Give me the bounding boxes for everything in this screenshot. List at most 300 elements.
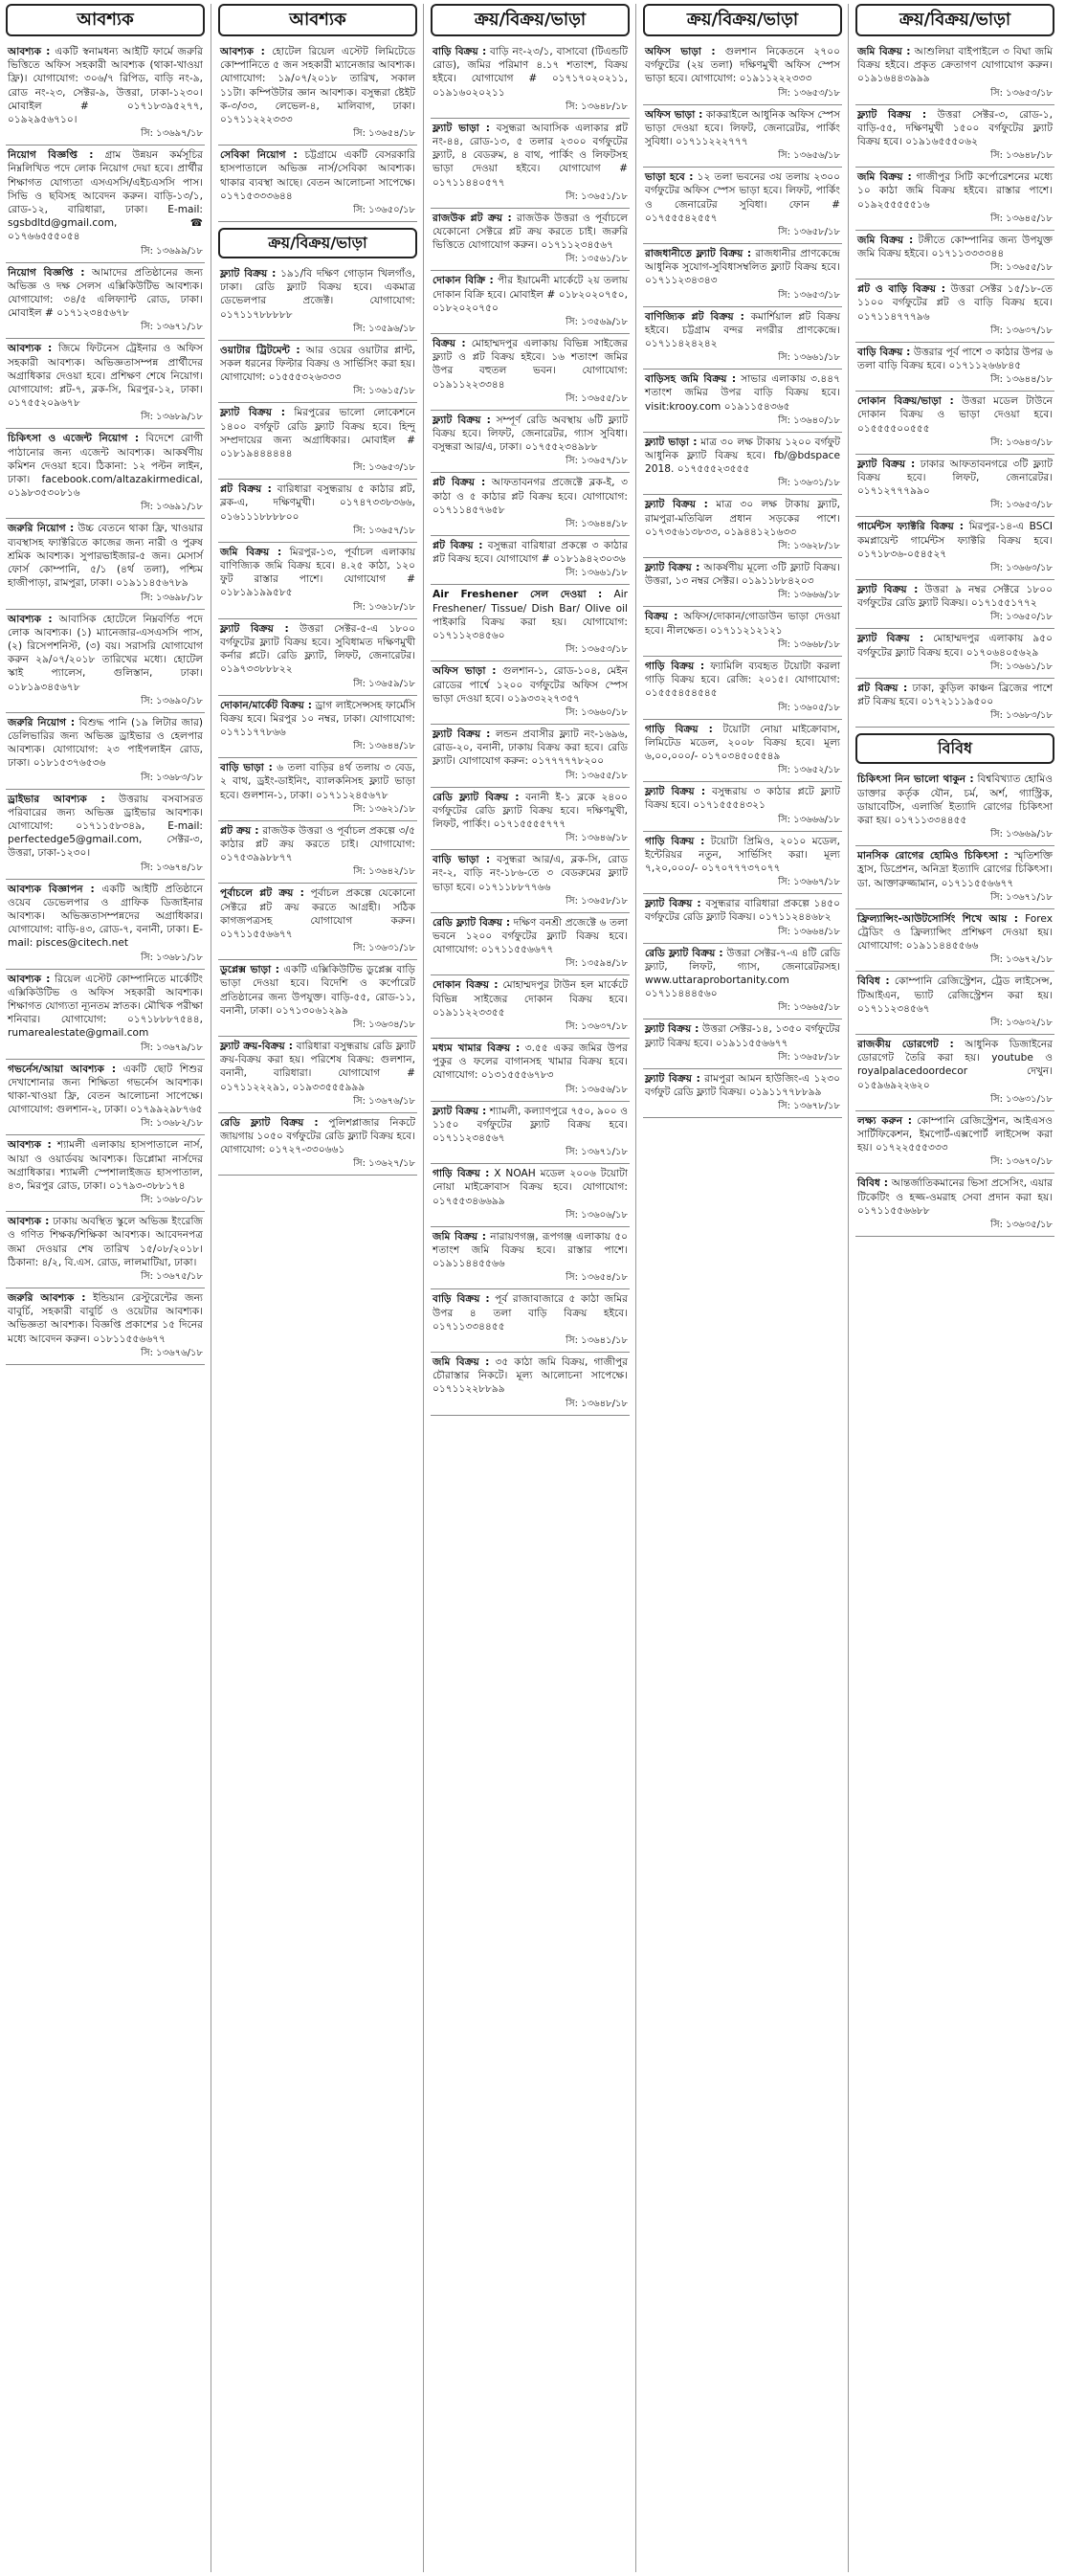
ad-text: কোম্পানি রেজিস্ট্রেশন, আইএসও সার্টিফিকেশন, ইমপোর্ট-এক্সপোর্ট লাইসেন্স করা হয়। ০১৭২২৫৫৫৩৩৩ xyxy=(857,1114,1053,1154)
ad-lead: ফ্ল্যাট বিক্রয় : xyxy=(220,622,289,635)
ad-text: উত্তরা সেক্টর ১৫/১৮-তে ১১০০ বর্গফুটের প্লট ও বাড়ি বিক্রয় হবে। ০১৭১১৪৭৭৭৯৬ xyxy=(857,283,1053,323)
ad-lead: ফ্ল্যাট বিক্রয় : xyxy=(433,728,491,740)
ad-code: সি: ১৩৬১৫/১৮ xyxy=(218,384,417,403)
ad-text: টয়োটা নোয়া মাইক্রোবাস, লিমিটেড মডেল, ২০০৮ বিক্রয় হবে। মূল্য ৬,০০,০০০/- ০১৭০৩৪৫০৫৫৪৯ xyxy=(645,723,841,762)
ad-code: সি: ১৩৬৫৩/১৮ xyxy=(218,460,417,480)
classified-ad xyxy=(431,661,630,725)
column-5 xyxy=(855,4,1054,2572)
ad-lead: চিকিৎসা ও এজেন্ট নিয়োগ : xyxy=(8,433,140,445)
ad-text: Forex ট্রেডিং ও ফ্রিল্যান্সিং প্রশিক্ষণ দেওয়া হয়। যোগাযোগ: ০১৯১১৪৪৫৫৬৬ xyxy=(857,912,1053,952)
classified-ad xyxy=(431,411,630,474)
classified-ad xyxy=(431,536,630,585)
classified-ad xyxy=(855,42,1054,105)
ad-text: একটি আইটি প্রতিষ্ঠানে ওয়েব ডেভেলপার ও গ্রাফিক ডিজাইনার আবশ্যক। অভিজ্ঞতাসম্পন্নদের অগ্রাধিকার। যোগাযোগ: বাড়ি-৪৩, রোড-৭, বনানী, ঢাকা। E-mail: pisces@citech.net xyxy=(8,883,203,950)
ad-lead: আবশ্যক : xyxy=(8,343,53,355)
classified-ad xyxy=(6,429,205,519)
ad-text: উত্তরা ৯ নম্বর সেক্টরে ১৮০০ বর্গফুটের রেডি ফ্ল্যাট বিক্রয়। ০১৭১৫৫১৭৭২ xyxy=(857,584,1053,610)
ad-lead: রেডি ফ্ল্যাট বিক্রয় : xyxy=(220,1116,319,1129)
ad-lead: ফ্ল্যাট বিক্রয় : xyxy=(857,633,924,645)
ad-text: আকর্ষণীয় মূল্যে ৩টি ফ্ল্যাট বিক্রয়। উত্তরা, ১৩ নম্বর সেক্টর। ০১৯১১৮৮৪২০৩ xyxy=(645,562,841,588)
classified-ad xyxy=(431,473,630,536)
classified-ad xyxy=(855,770,1054,846)
ad-text: কাকরাইলে আধুনিক অফিস স্পেস ভাড়া দেওয়া হবে। লিফট, জেনারেটর, পার্কিং সুবিধা। ০১৭১১২২২৭৭৭ xyxy=(645,108,840,148)
classified-ad xyxy=(431,334,630,411)
ad-lead: প্লট বিক্রয় : xyxy=(433,477,486,489)
ad-code: সি: ১৩৬২৭/১৮ xyxy=(218,1156,417,1176)
ad-text: রামপুরা আমন হাউজিং-এ ১২৩০ বর্গফুট রেডি ফ্ল্যাট বিক্রয়। ০১৯১১৭৭৮৮৯৯ xyxy=(645,1072,840,1098)
classified-ad xyxy=(643,657,842,720)
ad-lead: জরুরি আবশ্যক : xyxy=(8,1292,86,1305)
ad-lead: ফ্ল্যাট বিক্রয় : xyxy=(645,562,700,574)
classified-ad xyxy=(6,1212,205,1288)
ad-lead: প্লট বিক্রয় : xyxy=(433,540,483,552)
classified-ad xyxy=(218,619,417,696)
ad-code: সি: ১৩৬৫১/১৮ xyxy=(431,190,630,209)
ad-text: পূর্ব রাজাবাজারে ৫ কাঠা জমির উপর ৪ তলা বাড়ি বিক্রয় হইবে। ০১৭১১৩৩৪৪৫৫ xyxy=(433,1293,629,1333)
ad-lead: ফ্ল্যাট ভাড়া : xyxy=(645,436,698,448)
ad-lead: প্লট বিক্রয় : xyxy=(220,483,272,496)
ad-lead: জমি বিক্রয় : xyxy=(220,546,282,558)
classified-ad xyxy=(6,880,205,970)
ad-text: মাত্র ৩০ লক্ষ টাকায় ১২০০ বর্গফুট আধুনিক ফ্ল্যাট বিক্রয় হবে। fb/@bdspace 2018. ০১৭৫৫৫২৩৫৫৫ xyxy=(645,436,840,476)
ad-lead: রেডি ফ্ল্যাট বিক্রয় : xyxy=(433,791,520,803)
classified-ad xyxy=(855,455,1054,518)
ad-text: উত্তরা সেক্টর-৩, রোড-১, বাড়ি-৫৫, দক্ষিণমুখী ১৫০০ বর্গফুটের ফ্ল্যাট বিক্রয় হবে। ০১৯১৬৫৫৫০৬২ xyxy=(857,108,1054,148)
classified-ad xyxy=(643,720,842,783)
classified-ad xyxy=(643,370,842,433)
ad-lead: ডুপ্লেক্স ভাড়া : xyxy=(220,964,279,976)
ad-code: সি: ১৩৬৫৮/১৮ xyxy=(431,894,630,913)
ad-code: সি: ১৩৬০৬/১৮ xyxy=(431,1208,630,1227)
ad-lead: আবশ্যক : xyxy=(8,973,51,985)
ad-lead: দোকান বিক্রয় : xyxy=(433,979,499,992)
ad-lead: চিকিৎসা নিন ভালো থাকুন : xyxy=(857,773,974,786)
ad-text: ফ্যামিলি ব্যবহৃত টয়োটা করলা গাড়ি বিক্রয় হবে। রেজি: ২০১৫। যোগাযোগ: ০১৫৫৫৪৫৪৫৪৫ xyxy=(645,660,841,700)
ad-code: সি: ১৩৬৬৯/১৮ xyxy=(855,827,1054,846)
ad-text: X NOAH মডেল ২০০৬ টয়োটা নোয়া মাইক্রোবাস বিক্রয় হবে। যোগাযোগ: ০১৭৫৫৩৪৬৬৯৯ xyxy=(433,1168,628,1207)
ad-text: ঢাকায় অবস্থিত স্কুলে অভিজ্ঞ ইংরেজি ও গণিত শিক্ষক/শিক্ষিকা আবশ্যক। আবেদনপত্র জমা দেওয়ার শেষ তারিখ ১৫/০৮/২০১৮। ঠিকানা: ৪/২, বি.এস. রোড, লালমাটিয়া, ঢাকা। xyxy=(8,1216,203,1268)
classified-ad xyxy=(855,846,1054,909)
ad-text: উত্তরায় বসবাসরত পরিবারের জন্য অভিজ্ঞ ড্রাইভার আবশ্যক। যোগাযোগ: ০১৭১১৫৮৩৪৯, E-mail: perfectedge5@gmail.com, সেক্টর-৩, উত্তরা, ঢাকা-১২৩০। xyxy=(8,793,203,860)
column-heading: আবশ্যক xyxy=(6,4,205,36)
ad-code: সি: ১৩৬৪৮/১৮ xyxy=(855,148,1054,168)
ad-lead: ফ্ল্যাট বিক্রয় : xyxy=(645,898,701,910)
ad-lead: আবশ্যক : xyxy=(220,46,265,57)
ad-code: সি: ১৩৬৫৭/১৮ xyxy=(218,524,417,543)
column-2 xyxy=(218,4,417,2572)
classified-ad xyxy=(855,231,1054,280)
ad-text: মোহাম্মদপুর এলাকায় ৯৫০ বর্গফুটের ফ্ল্যাট বিক্রয় হবে। ০১৭০৬৪০৫৬২৯ xyxy=(857,633,1054,659)
classified-ad xyxy=(218,821,417,885)
ad-lead: গাড়ি বিক্রয় : xyxy=(433,1168,490,1180)
ad-lead: গাড়ি বিক্রয় : xyxy=(645,723,713,735)
ad-code: সি: ১৩৬৯১/১৮ xyxy=(6,500,205,519)
ad-code: সি: ১৩৬৮০/১৮ xyxy=(6,1193,205,1212)
classified-ad xyxy=(855,343,1054,392)
ad-text: টয়োটা প্রিমিও, ২০১০ মডেল, ইন্টেরিয়র নতুন, সার্ভিসিং করা। মূল্য ৭,২০,০০০/- ০১৭০৭৭৭৩৭০৭৭ xyxy=(645,835,841,874)
classified-ad xyxy=(643,558,842,607)
ad-text: বসুন্ধরার বারিধারা প্রকল্পে ১৪৫০ বর্গফুটের রেডি ফ্ল্যাট বিক্রয়। ০১৭১১২৪৪৬৮২ xyxy=(645,898,841,924)
column-divider xyxy=(423,4,424,2572)
ad-code: সি: ১৩৫৯৬/১৮ xyxy=(218,322,417,341)
ad-text: বাড়ি নং-২৩/১, বাসাবো (টিএন্ডটি রোড), জমির পরিমাণ ৪.১৭ শতাংশ, বিক্রয় হইবে। যোগাযোগ # ০১৭১৭০২০২১১, ০১৯১৬০২০২১১ xyxy=(433,46,628,99)
classified-ad xyxy=(218,480,417,543)
ad-lead: দোকান বিক্রয়/ভাড়া : xyxy=(857,395,954,408)
classified-ad xyxy=(855,629,1054,678)
classified-ad xyxy=(218,1113,417,1176)
ad-lead: ফ্ল্যাট ভাড়া : xyxy=(433,122,491,134)
classified-ad xyxy=(643,307,842,370)
ad-code: সি: ১৩৬৯৮/১৮ xyxy=(6,591,205,610)
ad-code: সি: ১৩৬৫৮/১৮ xyxy=(643,1050,842,1069)
classified-ad xyxy=(643,495,842,558)
ad-code: সি: ১৩৬৫০/১৮ xyxy=(218,203,417,222)
classified-ad xyxy=(855,972,1054,1035)
ad-text: শ্যামলী এলাকায় হাসপাতালে নার্স, আয়া ও ওয়ার্ডবয় আবশ্যক। ডিপ্লোমা নার্সদের অগ্রাধিকার। শ্যামলী স্পেশালাইজড হাসপাতাল, ৪৩, মিরপুর রোড, ঢাকা। ০১৭৯৩-৩৮৮১৭৪ xyxy=(8,1139,203,1192)
column-4 xyxy=(643,4,842,2572)
ad-lead: জমি বিক্রয় : xyxy=(433,1230,486,1243)
classified-ad xyxy=(431,1227,630,1290)
ad-lead: জমি বিক্রয় : xyxy=(433,1356,490,1368)
classified-ad xyxy=(218,884,417,960)
ad-lead: ফ্ল্যাট বিক্রয় : xyxy=(857,458,916,470)
ad-text: সাভার এলাকায় ৩.৪৪৭ শতাংশ জমির উপর বাড়ি বিক্রয় হবে। visit:krooy.com ০১৯১১৫৪৩৬৫ xyxy=(645,373,840,413)
ad-code: সি: ১৩৬৯০/১৮ xyxy=(6,694,205,713)
ad-lead: নিয়োগ বিজ্ঞপ্তি : xyxy=(8,149,94,162)
ad-text: পীর ইয়ামেনী মার্কেটে ২য় তলায় দোকান বিক্রি হবে। মোবাইল # ০১৮২০২০৭৫০, ০১৮২০২০৭৫০ xyxy=(433,275,628,314)
ad-text: টঙ্গীতে কোম্পানির জন্য উপযুক্ত জমি বিক্রয় হইবে। ০১৭১১৩৩৩৩৪৪ xyxy=(857,234,1054,260)
ad-lead: রেডি ফ্ল্যাট বিক্রয় : xyxy=(645,947,723,959)
ad-text: বারিধারা বসুন্ধরায় রেডি ফ্ল্যাট ক্রয়-বিক্রয় করা হয়। পরিশেষ বিক্রয়: গুলশান, বনানী, বারিধারা। যোগাযোগ # ০১৭১১২২২৯১, ০১৯৩৩৫৫৫৯৯৯ xyxy=(220,1040,416,1093)
classified-ad xyxy=(218,341,417,404)
ad-text: মোহাম্মদপুর এলাকায় বিভিন্ন সাইজের ফ্ল্যাট ও প্লট বিক্রয় হইবে। ১৬ শতাংশ জমির উপর বহুতল ভবন। যোগাযোগ: ০১৯১১২২৩৩৪৪ xyxy=(433,338,628,391)
ad-lead: আবশ্যক : xyxy=(8,613,53,625)
ad-lead: প্লট ক্রয় : xyxy=(220,824,259,837)
ad-code: সি: ১৩৫৬১/১৮ xyxy=(431,252,630,271)
ad-code: সি: ১৩৫৯৪/১৮ xyxy=(431,956,630,975)
ad-text: চট্টগ্রামে একটি বেসরকারি হাসপাতালে অভিজ্ঞ নার্স/সেবিকা আবশ্যক। থাকার ব্যবস্থা আছে। বেতন আলোচনা সাপেক্ষে। ০১৭১৫৩৩৩৬৪৪ xyxy=(220,149,415,202)
classified-ad xyxy=(6,519,205,609)
ad-text: উত্তরা মডেল টাউনে দোকান বিক্রয় ও ভাড়া দেওয়া হবে। ০১৫৫৫৫০০৫৫৫ xyxy=(857,395,1053,435)
ad-lead: ফ্ল্যাট বিক্রয় : xyxy=(433,1105,487,1117)
ad-lead: আবশ্যক : xyxy=(8,1139,52,1152)
column-heading: ক্রয়/বিক্রয়/ভাড়া xyxy=(431,4,630,36)
ad-text: একটি স্বনামধন্য আইটি ফার্মে জরুরি ভিত্তিতে অফিস সহকারী আবশ্যক (থাকা-খাওয়া ফ্রি)। যোগাযোগ: ৩০৬/৭ রিপিড, বাড়ি নং-৯, রোড নং-২৩, সেক্টর-৯, উত্তরা, ঢাকা-১২৩০। মোবাইল # ০১৭১৮৩৯৫২৭৭, ০১৯২৯৫৬৭১০। xyxy=(8,46,204,126)
classified-ad xyxy=(855,679,1054,728)
classified-ad xyxy=(643,244,842,307)
ad-lead: অফিস ভাড়া : xyxy=(433,665,497,678)
ad-text: বনানী ই-১ ব্লকে ২৪০০ বর্গফুটের রেডি ফ্ল্যাট বিক্রয় হবে। দক্ষিণমুখী, লিফট, পার্কিং। ০১৭১৫৫৫৫৭৭৭ xyxy=(433,791,628,830)
classified-ad xyxy=(218,696,417,759)
ad-lead: গভর্নেস/আয়া আবশ্যক : xyxy=(8,1063,117,1075)
classified-ad xyxy=(643,1069,842,1118)
ad-text: আশুলিয়া বাইপাইলে ৩ বিঘা জমি বিক্রয় হইবে। প্রকৃত ক্রেতাগণ যোগাযোগ করুন। ০১৯১৬৪৪৩৯৯৯ xyxy=(857,46,1053,85)
column-heading: ক্রয়/বিক্রয়/ভাড়া xyxy=(643,4,842,36)
ad-lead: ওয়াটার ট্রিটমেন্ট : xyxy=(220,344,300,356)
ad-code: সি: ১৩৬৪৫/১৮ xyxy=(855,212,1054,231)
classified-ad xyxy=(431,1353,630,1416)
ad-text: রাজধানীর প্রাণকেন্দ্রে আধুনিক সুযোগ-সুবিধাসম্বলিত ফ্ল্যাট বিক্রয় হবে। ০১৭১১২৩৪৩৪৩ xyxy=(645,248,840,287)
ad-lead: ভাড়া হবে : xyxy=(645,171,694,184)
ad-code: সি: ১৩৬৮২/১৮ xyxy=(6,1116,205,1135)
classified-ad xyxy=(431,850,630,913)
ad-code: সি: ১৩৬৬৩/১৮ xyxy=(855,561,1054,580)
ad-code: সি: ১৩৬৪৮/১৮ xyxy=(431,100,630,119)
classified-ad xyxy=(855,1174,1054,1237)
ad-code: সি: ১৩৬৫৩/১৮ xyxy=(431,642,630,661)
ad-text: উত্তরা সেক্টর-১৪, ১৩৫০ বর্গফুটের ফ্ল্যাট বিক্রয় হবে। ০১৯১১৫৫৬৬৭৭ xyxy=(645,1023,841,1049)
ad-text: একটি এক্সিকিউটিভ ডুপ্লেক্স বাড়ি ভাড়া দেওয়া হবে। বিদেশি ও কর্পোরেট প্রতিষ্ঠানের জন্য উপযুক্ত। বাড়ি-৫৫, রোড-১১, বনানী, ঢাকা। ০১৭১৩০৬১২৯৯ xyxy=(220,964,415,1017)
ad-text: মাত্র ৩০ লক্ষ টাকায় ফ্ল্যাট, রামপুরা-মতিঝিল প্রধান সড়কের পাশে। ০১৭৩৫৬১৩৮৩৩, ০১৯৪৪১২১৬৩৩ xyxy=(645,499,841,538)
ad-lead: রেডি ফ্ল্যাট বিক্রয় : xyxy=(433,916,511,929)
ad-code: সি: ১৩৬৬১/১৮ xyxy=(643,350,842,370)
ad-lead: বিক্রয় : xyxy=(645,611,678,623)
ad-lead: বাড়ি ভাড়া : xyxy=(220,762,273,774)
ad-text: সম্পূর্ণ রেডি অবস্থায় ৬টি ফ্ল্যাট বিক্রয় হবে। লিফট, জেনারেটর, গ্যাস সুবিধা। বসুন্ধরা আর/এ, ঢাকা। ০১৭৫৫২৩৪৯৮৮ xyxy=(433,414,628,454)
ad-code: সি: ১৩৬৬৫/১৮ xyxy=(643,1000,842,1019)
ad-code: সি: ১৩৬২১/১৮ xyxy=(218,802,417,821)
ad-lead: ফ্ল্যাট বিক্রয় : xyxy=(220,268,277,280)
ad-code: সি: ১৩৬৩১/১৮ xyxy=(218,941,417,960)
classified-ad xyxy=(6,1135,205,1212)
ad-text: উত্তরার পূর্ব পাশে ৩ কাঠার উপর ৬ তলা বাড়ি বিক্রয় হবে। ০১৭১১২৬৬৮৪৫ xyxy=(857,346,1053,372)
ad-code: সি: ১৩৬৬৬/১৮ xyxy=(643,588,842,607)
ad-code: সি: ১৩৬৫০/১৮ xyxy=(855,610,1054,629)
ad-text: রিয়েল এস্টেট কোম্পানিতে মার্কেটিং এক্সিকিউটিভ ও অফিস সহকারী আবশ্যক। শিক্ষাগত যোগ্যতা ন্যূনতম স্নাতক। মৌখিক পরীক্ষা শনিবার। যোগাযোগ: ০১৭১৮৮৮৭৫৪৪, rumarealestate@gmail.com xyxy=(8,973,203,1040)
ad-text: গুলশান-১, রোড-১০৪, মেইন রোডের পার্শ্বে ১২০০ বর্গফুটের অফিস স্পেস ভাড়া দেওয়া হবে। ০১৯৩৩২২৭৩৫৭ xyxy=(433,665,628,705)
ad-code: সি: ১৩৬৭৫/১৮ xyxy=(6,1269,205,1288)
ad-code: সি: ১৩৬৫৬/১৮ xyxy=(431,1083,630,1102)
ad-code: সি: ১৩৬৪২/১৮ xyxy=(218,864,417,884)
ad-code: সি: ১৩৬৪৪/১৮ xyxy=(431,517,630,536)
ad-lead: ফ্ল্যাট বিক্রয় : xyxy=(433,414,491,426)
ad-text: দক্ষিণ বনশ্রী প্রজেক্টে ৬ তলা ভবনে ১২০০ বর্গফুটের ফ্ল্যাট বিক্রয় হবে। যোগাযোগ: ০১৭১১৫৫৬৬৭৭ xyxy=(433,916,629,956)
ad-text: জিমে ফিটনেস ট্রেইনার ও অফিস সহকারী আবশ্যক। অভিজ্ঞতাসম্পন্ন প্রার্থীদের অগ্রাধিকার দেওয়া হবে। প্রশিক্ষণ শেষে নিয়োগ। যোগাযোগ: প্লট-৭, ব্লক-সি, মিরপুর-১২, ঢাকা। ০১৭৫৫২০৯৬৭৮ xyxy=(8,343,203,410)
ad-code: সি: ১৩৬৭১/১৮ xyxy=(431,1145,630,1164)
ad-code: সি: ১৩৬৩১/১৮ xyxy=(643,476,842,495)
ad-text: আর ওয়ের ওয়াটার প্লান্ট, সকল ধরনের ফিল্টার বিক্রয় ও সার্ভিসিং করা হয়। যোগাযোগ: ০১৫৫৫৩২৬৩৩৩ xyxy=(220,344,415,384)
ad-code: সি: ১৩৬৫৩/১৮ xyxy=(855,498,1054,517)
classified-ad xyxy=(6,610,205,713)
ad-lead: ফ্ল্যাট বিক্রয় : xyxy=(220,407,285,419)
ad-text: গাজীপুর সিটি কর্পোরেশনের মধ্যে ১০ কাঠা জমি বিক্রয় হইবে। রাস্তার পাশে। ০১৯২৫৫৫৫৫১৬ xyxy=(857,171,1053,211)
ad-text: পুলিশপ্লাজার নিকটে জায়গায় ১০৫০ বর্গফুটের রেডি ফ্ল্যাট বিক্রয় হবে। যোগাযোগ: ০১৭২৭-৩৩০৬৬১ xyxy=(220,1116,416,1156)
classified-ad xyxy=(643,782,842,831)
ad-text: ঢাকার আফতাবনগরে ৩টি ফ্ল্যাট বিক্রয় হবে। লিফট, জেনারেটর। ০১৭১২৭৭৭৯৯০ xyxy=(857,458,1053,498)
ad-code: সি: ১৩৬৯৭/১৮ xyxy=(6,126,205,146)
ad-code: সি: ১৩৬৮৩/১৮ xyxy=(6,771,205,790)
classified-ad xyxy=(431,1102,630,1165)
ad-code: সি: ১৩৬৬১/১৮ xyxy=(855,660,1054,679)
ad-text: গুলশান নিকেতনে ২৭০০ বর্গফুটের (২য় তলা) দক্ষিণমুখী অফিস স্পেস ভাড়া হবে। যোগাযোগ: ০১৯১১২২২৩৩৩ xyxy=(645,46,840,85)
ad-text: আন্তর্জাতিকমানের ভিসা প্রসেসিং, এয়ার টিকেটিং ও হজ্জ-ওমরাহ সেবা প্রদান করা হয়। ০১৭১১৫৫৬৬৮৮ xyxy=(857,1177,1053,1217)
ad-text: নারায়ণগঞ্জ, রূপগঞ্জ এলাকায় ৫০ শতাংশ জমি বিক্রয় হবে। রাস্তার পাশে। ০১৯১১৪৪৫৫৬৬ xyxy=(433,1230,628,1270)
ad-lead: গাড়ি বিক্রয় : xyxy=(645,835,705,847)
classified-ad xyxy=(855,1111,1054,1175)
ad-text: বসুন্ধরা বারিধারা প্রকল্পে ৩ কাঠার প্লট বিক্রয় হবে। যোগাযোগ # ০১৮১৯৪২৩০৩৬ xyxy=(433,540,628,566)
ad-text: বসুন্ধরা আবাসিক এলাকার প্লট নং-৪৪, রোড-১৩, ৫ তলার ২৩০০ বর্গফুটের ফ্ল্যাট, ৪ বেডরুম, ৪ বাথ, পার্কিং ও লিফটসহ ভাড়া দেওয়া হইবে। যোগাযোগ # ০১৭১১৪৪০৫৭৭ xyxy=(433,122,629,189)
classified-ad xyxy=(431,209,630,272)
ad-text: ঢাকা, কুড়িল কাঞ্চন ব্রিজের পাশে প্লট বিক্রয় হবে। ০১৭২১১১৯৫০০ xyxy=(857,682,1053,708)
classified-ad xyxy=(855,580,1054,629)
ad-text: উচ্চ বেতনে থাকা ফ্রি, খাওয়ার ব্যবস্থাসহ ফ্যাক্টরিতে কাজের জন্য নারী ও পুরুষ শ্রমিক আবশ্যক। সুপারভাইজার-৫ জন। মেসার্স ফোর্স কোম্পানি, ৫/১ (৪র্থ তলা), পশ্চিম হাজীপাড়া, রামপুরা, ঢাকা। ০১৯১১৪৫৬৭৮৯ xyxy=(8,523,203,590)
ad-lead: আবশ্যক : xyxy=(8,1216,50,1228)
classified-ad xyxy=(431,975,630,1039)
classified-ad xyxy=(218,960,417,1037)
ad-text: ১৯১/বি দক্ষিণ গোড়ান খিলগাঁও, ঢাকা। রেডি ফ্ল্যাট বিক্রয় হবে। একমাত্র ডেভেলপার প্রজেক্ট। যোগাযোগ: ০১৭১১৭৮৮৮৮৮ xyxy=(220,268,415,321)
ad-text: উত্তরা সেক্টর-৭-এ ৪টি রেডি ফ্ল্যাট, লিফট, গ্যাস, জেনারেটরসহ। www.uttaraprobortanity.com ০১৭১১৪৪৪৫৬০ xyxy=(645,947,840,1000)
ad-text: আফতাবনগর প্রজেক্টে ব্লক-ই, ৩ কাঠা ও ৫ কাঠার প্লট বিক্রয় হবে। যোগাযোগ: ০১৭১১৪৫৭৬৫৮ xyxy=(433,477,628,516)
ad-code: সি: ১৩৬৭৪/১৮ xyxy=(6,861,205,880)
ad-lead: রাজধানীতে ফ্ল্যাট বিক্রয় : xyxy=(645,248,752,260)
ad-lead: বাড়ি ভাড়া : xyxy=(433,854,491,866)
classified-ad xyxy=(218,403,417,480)
ad-text: হোটেল রিয়েল এস্টেট লিমিটেডে কোম্পানিতে ৫ জন সহকারী ম্যানেজার আবশ্যক। যোগাযোগ: ১৯/০৭/২০১৮ তারিখ, সকাল ১১টা। কম্পিউটার জ্ঞান আবশ্যক। বসুন্ধরা ষ্টেইট ক-৩/৩৩, লেভেল-৪, মালিবাগ, ঢাকা। ০১৭১১২২২৩৩৩ xyxy=(220,46,415,126)
column-divider xyxy=(635,4,636,2572)
ad-code: সি: ১৩৬৫৯/১৮ xyxy=(218,677,417,696)
ad-lead: ফ্ল্যাট বিক্রয় : xyxy=(645,786,706,798)
classified-ad xyxy=(431,1289,630,1353)
ad-lead: মানসিক রোগের হোমিও চিকিৎসা : xyxy=(857,850,1009,862)
ad-code: সি: ১৩৬৬৪/১৮ xyxy=(643,925,842,944)
classified-ad xyxy=(6,790,205,880)
classified-ad xyxy=(6,713,205,790)
ad-lead: আবশ্যক বিজ্ঞাপন : xyxy=(8,883,95,895)
ad-code: সি: ১৩৬৪৪/১৮ xyxy=(218,739,417,758)
ad-text: বিশুদ্ধ পানি (১৯ লিটার জার) ডেলিভারির জন্য অভিজ্ঞ ড্রাইভার ও হেলপার আবশ্যক। যোগাযোগ: ২৩ পাইপলাইন রোড, ঢাকা। ০১৮১৫৩৭৬৫৩৬ xyxy=(8,716,203,770)
ad-text: লন্ডন প্রবাসীর ফ্ল্যাট নং-১৬৯৬, রোড-২০, বনানী, ঢাকায় বিক্রয় করা হবে। রেডি ফ্ল্যাট। যোগাযোগ করুন: ০১৭৭৭৭৭৮২০০ xyxy=(433,728,629,768)
ad-lead: গাড়ি বিক্রয় : xyxy=(645,660,705,672)
classified-ad xyxy=(218,758,417,821)
classified-ad xyxy=(431,1164,630,1227)
column-3 xyxy=(431,4,630,2572)
ad-lead: দোকান বিক্রি : xyxy=(433,275,494,287)
classified-ad xyxy=(6,339,205,429)
column-heading: আবশ্যক xyxy=(218,4,417,36)
classified-ad xyxy=(643,607,842,656)
ad-code: সি: ১৩৬৫৫/১৮ xyxy=(855,260,1054,280)
classified-ad xyxy=(431,788,630,851)
ad-code: সি: ১৩৬৭৮/১৮ xyxy=(643,1099,842,1118)
ad-code: সি: ১৩৬৫২/১৮ xyxy=(643,763,842,782)
ad-text: ইন্ডিয়ান রেস্টুরেন্টের জন্য বাবুর্চি, সহকারী বাবুর্চি ও ওয়েটার আবশ্যক। অভিজ্ঞতা আবশ্যক। বিজ্ঞপ্তি প্রকাশের ১৫ দিনের মধ্যে আবেদন করুন। ০১৮১১৫৫৬৬৭৭ xyxy=(8,1292,203,1345)
ad-lead: জমি বিক্রয় : xyxy=(857,171,912,184)
ad-text: স্মৃতিশক্তি হ্রাস, ডিপ্রেশন, অনিদ্রা ইত্যাদি রোগের চিকিৎসা। ডা. আক্তারুজ্জামান, ০১৭১১৫৫৬৬৭৭ xyxy=(857,850,1053,889)
ad-text: ড্রাগ লাইসেন্সসহ ফার্মেসি বিক্রয় হবে। মিরপুর ১০ নম্বর, ঢাকা। যোগাযোগ: ০১৭১১৭৭৮৬৬ xyxy=(220,699,415,738)
ad-lead: ফ্ল্যাট বিক্রয় : xyxy=(857,108,927,121)
ad-code: সি: ১৩৬৩৫/১৮ xyxy=(855,1218,1054,1237)
classified-ad xyxy=(855,392,1054,455)
ad-lead: বিবিধ : xyxy=(857,975,890,988)
ad-code: সি: ১৩৬৩৭/১৮ xyxy=(431,1019,630,1039)
ad-lead: বাড়ি বিক্রয় : xyxy=(857,346,911,358)
ad-text: একটি ছোট শিশুর দেখাশোনার জন্য শিক্ষিতা গভর্নেস আবশ্যক। থাকা-খাওয়া ফ্রি, বেতন আলোচনা সাপেক্ষে। যোগাযোগ: গুলশান-২, ঢাকা। ০১৭৯৯২৯৮৭৬৫ xyxy=(8,1063,203,1116)
ad-code: সি: ১৩৬৫৩/১৮ xyxy=(643,288,842,307)
ad-lead: জরুরি নিয়োগ : xyxy=(8,523,75,535)
ad-code: সি: ১৩৬৫৩/১৮ xyxy=(643,86,842,105)
classified-ad xyxy=(218,543,417,619)
ad-code: সি: ১৩৬৮৯/১৮ xyxy=(6,410,205,429)
ad-lead: ফ্ল্যাট বিক্রয় : xyxy=(645,1023,699,1036)
ad-code: সি: ১৩৬৫৭/১৮ xyxy=(431,454,630,473)
classified-ad xyxy=(643,944,842,1020)
ad-lead: ফ্ল্যাট ক্রয়-বিক্রয় : xyxy=(220,1040,293,1052)
ad-code: সি: ১৩৬১৮/১৮ xyxy=(218,600,417,619)
ad-code: সি: ১৩৬৬৮/১৮ xyxy=(643,638,842,657)
ad-text: ৬ তলা বাড়ির ৪র্থ তলায় ৩ বেড, ২ বাথ, ড্রইং-ডাইনিং, ব্যালকনিসহ ফ্ল্যাট ভাড়া হবে। গুলশান-১, ঢাকা। ০১৭১১২৪৫৬৭৮ xyxy=(220,762,415,801)
ad-code: সি: ১৩৬৪১/১৮ xyxy=(431,1333,630,1353)
ad-code: সি: ১৩৬৩২/১৮ xyxy=(855,1016,1054,1035)
ad-lead: মধ্যম খামার বিক্রয় : xyxy=(433,1042,521,1054)
ad-lead: ফ্ল্যাট বিক্রয় : xyxy=(857,584,919,596)
ad-lead: বাড়ি বিক্রয় : xyxy=(433,1293,490,1306)
ad-lead: জমি বিক্রয় : xyxy=(857,46,911,57)
ad-code: সি: ১৩৬৭১/১৮ xyxy=(855,890,1054,909)
ad-code: সি: ১৩৬৫৩/১৮ xyxy=(855,86,1054,105)
ad-text: কোম্পানি রেজিস্ট্রেশন, ট্রেড লাইসেন্স, টিআইএন, ভ্যাট রেজিস্ট্রেশন করা হয়। ০১৭১১২৩৪৫৬৭ xyxy=(857,975,1053,1015)
classified-ad xyxy=(431,913,630,976)
ad-text: ১২ তলা ভবনের ৩য় তলায় ২৩০০ বর্গফুটের অফিস স্পেস ভাড়া হবে। লিফট, পার্কিং ও জেনারেটর সুবিধা। ফোন # ০১৭৫৫৫৪২৫৫৭ xyxy=(645,171,840,224)
ad-text: ৩৫ কাঠা জমি বিক্রয়, গাজীপুর চৌরাস্তার নিকটে। মূল্য আলোচনা সাপেক্ষে। ০১৭১১২২৮৮৯৯ xyxy=(433,1356,628,1396)
classified-ad xyxy=(6,146,205,262)
ad-code: সি: ১৩৬৭০/১৮ xyxy=(855,1154,1054,1174)
ad-code: সি: ১৩৬৪৩/১৮ xyxy=(855,436,1054,455)
section-heading: বিবিধ xyxy=(855,733,1054,764)
classified-ad xyxy=(643,433,842,496)
ad-text: কমার্শিয়াল প্লট বিক্রয় হইবে। চট্টগ্রাম বন্দর নগরীর প্রাণকেন্দ্রে। ০১৭১১৪২৪২৪২ xyxy=(645,310,840,350)
classified-ad xyxy=(218,1037,417,1113)
ad-code: সি: ১৩৬৬৬/১৮ xyxy=(643,813,842,832)
classified-ad xyxy=(6,1288,205,1365)
ad-text: উত্তরা সেক্টর-৫-এ ১৮০০ বর্গফুটের ফ্ল্যাট বিক্রয় হবে। সুবিধামত দক্ষিণমুখী কর্নার প্লটে। রেডি ফ্ল্যাট, লিফট, জেনারেটর। ০১৯৭৩৩৮৮৮২২ xyxy=(220,622,415,676)
ad-lead: সেবিকা নিয়োগ : xyxy=(220,149,298,162)
ad-code: সি: ১৩৬৬০/১৮ xyxy=(431,706,630,725)
ad-text: Air Freshener/ Tissue/ Dish Bar/ Olive oil পাইকারি বিক্রয় করা হয়। যোগাযোগ: ০১৭১১২৩৪৫৬০ xyxy=(433,589,628,642)
ad-lead: দোকান/মার্কেট বিক্রয় : xyxy=(220,699,312,711)
classified-ad xyxy=(855,105,1054,168)
classified-ad xyxy=(855,1035,1054,1111)
ad-code: সি: ১৩৬৫৫/১৮ xyxy=(431,392,630,411)
classified-ad xyxy=(218,264,417,341)
ad-lead: প্লট বিক্রয় : xyxy=(857,682,908,694)
ad-text: বসুন্ধরা আর/এ, ব্লক-সি, রোড নং-২, বাড়ি নং-১৮৬-তে ৩ বেডরুমের ফ্ল্যাট ভাড়া হবে। ০১৭১১৮৮৭৭৬৬ xyxy=(433,854,629,893)
classified-ad xyxy=(6,1060,205,1136)
ad-code: সি: ১৩৬৩৭/১৮ xyxy=(855,324,1054,343)
classified-ad xyxy=(431,271,630,334)
ad-text: মোহাম্মদপুর টাউন হল মার্কেটে বিভিন্ন সাইজের দোকান বিক্রয় হবে। ০১৯১১২২৩৩৫৫ xyxy=(433,979,628,1019)
ad-code: সি: ১৩৬০৫/১৮ xyxy=(643,701,842,720)
ad-text: শ্যামলী, কল্যাণপুরে ৭৫০, ৯০০ ও ১১৫০ বর্গফুটের ফ্ল্যাট বিক্রয় হবে। ০১৭১১২৩৪৫৬৭ xyxy=(433,1105,629,1144)
ad-code: সি: ১৩৬৬১/১৮ xyxy=(431,566,630,585)
ad-code: সি: ১৩৬৭৬/১৮ xyxy=(218,1094,417,1113)
ad-lead: ড্রাইভার আবশ্যক : xyxy=(8,793,105,805)
classified-ad xyxy=(855,280,1054,343)
classified-ad xyxy=(431,585,630,661)
classified-ad xyxy=(643,168,842,244)
ad-code: সি: ১৩৬৮১/১৮ xyxy=(6,951,205,970)
ad-text: মিরপুরের ভালো লোকেশনে ১৪০০ বর্গফুট রেডি ফ্ল্যাট বিক্রয় হবে। হিন্দু সম্প্রদায়ের জন্য অগ্রাধিকার। মোবাইল # ০১৮১৯৪৪৪৪৪৪ xyxy=(220,407,415,460)
classified-ad xyxy=(855,168,1054,231)
classified-ad xyxy=(218,146,417,222)
ad-lead: অফিস ভাড়া : xyxy=(645,46,716,57)
ad-lead: রাজকীয় ডোরগেট : xyxy=(857,1038,954,1050)
ad-lead: বিবিধ : xyxy=(857,1177,889,1190)
ad-lead: বাণিজ্যিক প্লট বিক্রয় : xyxy=(645,310,744,323)
ad-code: সি: ১৩৬৬৭/১৮ xyxy=(643,875,842,894)
ad-text: আধুনিক ডিজাইনের ডোরগেট তৈরি করা হয়। youtube ও royalpalacedoordecor দেখুন। ০১৫৯৬৯২২৬২০ xyxy=(857,1038,1053,1091)
column-1 xyxy=(6,4,205,2572)
ad-text: মিরপুর-১৩, পূর্বাচল এলাকায় বাণিজ্যিক জমি বিক্রয় হবে। ৪.২৫ কাঠা, ১২০ ফুট রাস্তার পাশে। যোগাযোগ # ০১৮১৯১৯৯৫৮৫ xyxy=(220,546,415,599)
